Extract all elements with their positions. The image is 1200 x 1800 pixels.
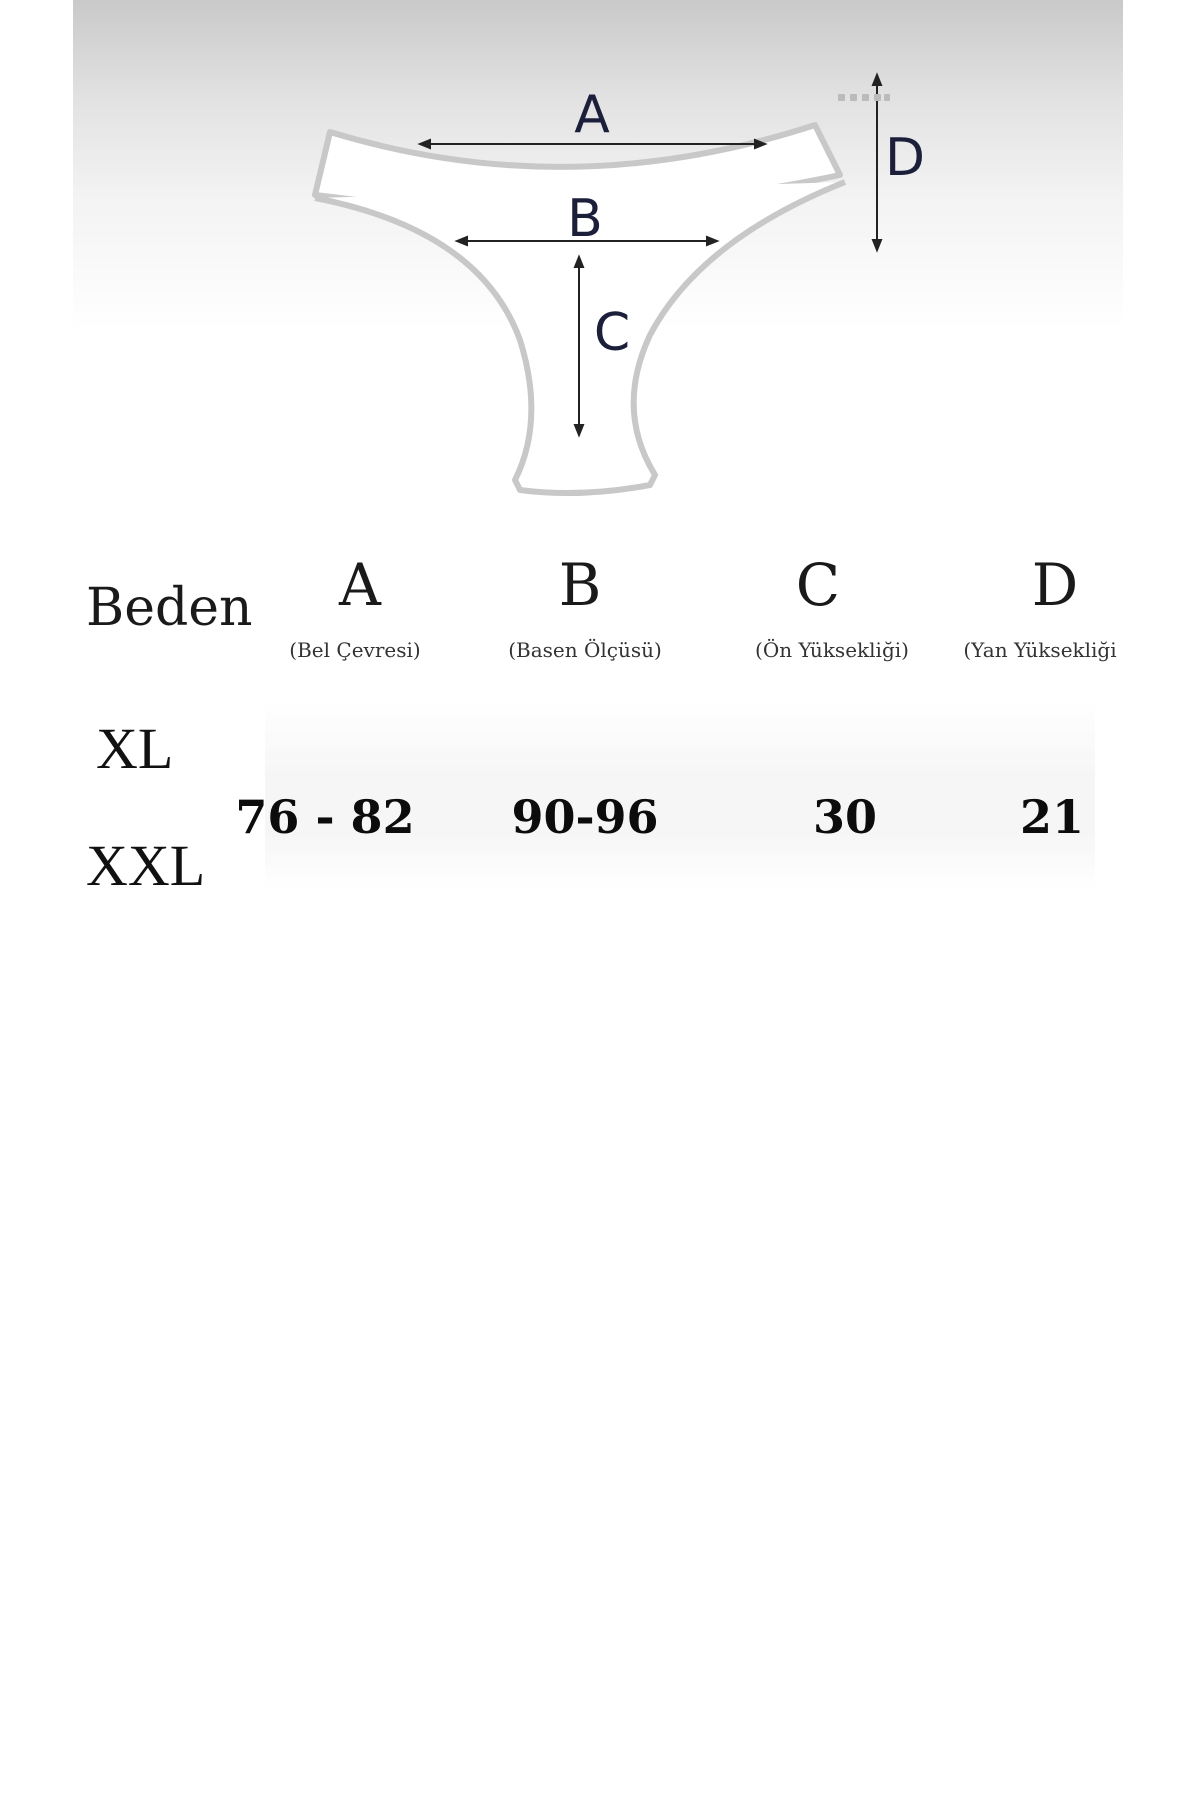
label-d: D [884, 128, 926, 188]
dotted-marker [838, 94, 890, 101]
size-header: Beden [86, 578, 253, 638]
column-a-letter: A [339, 551, 381, 619]
label-c: C [593, 303, 631, 363]
value-b: 90-96 [511, 790, 659, 844]
column-a-description: (Bel Çevresi) [289, 638, 421, 662]
garment-diagram [0, 0, 1200, 520]
column-d-letter: D [1031, 551, 1079, 619]
size-xl: XL [96, 716, 174, 781]
value-c: 30 [812, 790, 877, 844]
column-d-description: (Yan Yüksekliği [963, 638, 1117, 662]
value-d: 21 [1019, 790, 1084, 844]
label-b: B [567, 189, 603, 249]
column-b-letter: B [558, 551, 602, 619]
value-a: 76 - 82 [235, 790, 415, 844]
column-c-description: (Ön Yüksekliği) [755, 638, 909, 662]
column-b-description: (Basen Ölçüsü) [508, 638, 662, 662]
label-a: A [574, 85, 610, 145]
size-xxl: XXL [86, 833, 206, 898]
column-c-letter: C [795, 551, 841, 619]
